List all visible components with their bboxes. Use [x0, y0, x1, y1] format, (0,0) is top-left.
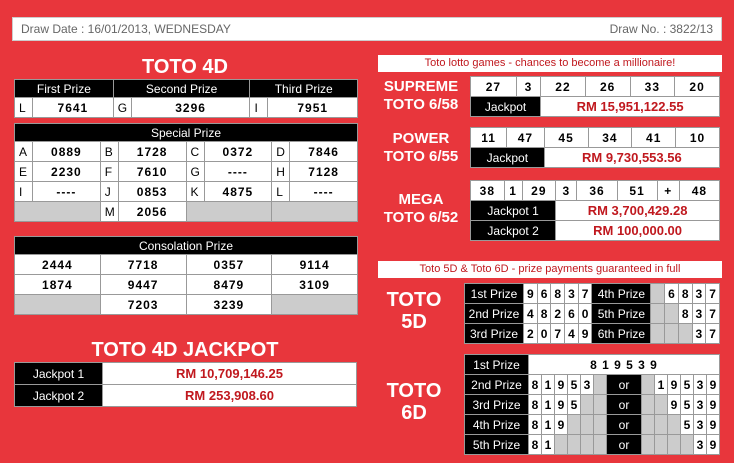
prize-number: 7610	[118, 162, 186, 182]
jackpot-label: Jackpot 1	[471, 201, 556, 221]
power-title	[376, 130, 466, 166]
prize-code: D	[272, 142, 290, 162]
digit-cell: 8	[529, 395, 542, 415]
digit-cell: 9	[555, 395, 568, 415]
power-game: TOTO 6/55	[383, 148, 459, 165]
digit-cell: 9	[707, 395, 720, 415]
digit-cell: 1	[542, 375, 555, 395]
digit-cell	[581, 415, 594, 435]
prize-number: 7846	[290, 142, 358, 162]
first-prize-number: 8 1 9 5 3 9	[529, 355, 720, 375]
digit-cell: 3	[692, 304, 706, 324]
digit-cell	[568, 435, 581, 455]
prize-code: G	[186, 162, 204, 182]
prize-code: A	[15, 142, 33, 162]
digit-cell	[665, 324, 679, 344]
consolation-number: 7203	[100, 295, 186, 315]
or-label: or	[607, 415, 642, 435]
supreme-game: TOTO 6/58	[383, 96, 459, 113]
toto5d-game: 5D	[401, 311, 427, 333]
prize-number: 2056	[118, 202, 186, 222]
winning-number: 45	[544, 128, 588, 148]
digit-cell	[594, 435, 607, 455]
jackpot-value: RM 253,908.60	[103, 385, 357, 407]
jackpot4d-title: TOTO 4D JACKPOT	[91, 339, 279, 361]
digit-cell: 3	[694, 415, 707, 435]
consolation-number: 0357	[186, 255, 272, 275]
prize-number: 7641	[33, 98, 114, 118]
prize-code: I	[250, 98, 268, 118]
prize-label: 2nd Prize	[465, 375, 529, 395]
toto6d-table	[464, 354, 720, 455]
digit-cell: 3	[581, 375, 594, 395]
toto5d-title	[384, 289, 444, 333]
digit-cell: 8	[529, 435, 542, 455]
digit-cell: 5	[681, 415, 694, 435]
digit-cell: 9	[524, 284, 538, 304]
digit-cell	[594, 375, 607, 395]
winning-number: 26	[585, 77, 630, 97]
digit-cell: 3	[694, 395, 707, 415]
prize-label: 6th Prize	[592, 324, 651, 344]
power-table	[470, 127, 720, 168]
winning-number: 38	[471, 181, 505, 201]
digit-cell: 2	[524, 324, 538, 344]
winning-number: 47	[507, 128, 545, 148]
consolation-number: 8479	[186, 275, 272, 295]
prize-code: K	[186, 182, 204, 202]
prize-number: 0853	[118, 182, 186, 202]
toto5d-name: TOTO	[386, 289, 442, 311]
winning-number: 33	[630, 77, 675, 97]
jackpot4d-table	[14, 362, 357, 407]
winning-number: 51	[617, 181, 657, 201]
lotto-banner: Toto lotto games - chances to become a millionaire!	[378, 55, 722, 72]
prize-code: C	[186, 142, 204, 162]
digit-cell: 0	[578, 304, 592, 324]
mega-table	[470, 180, 720, 241]
prize-label: 5th Prize	[592, 304, 651, 324]
winning-number: 1	[504, 181, 522, 201]
empty-cell	[186, 202, 272, 222]
empty-cell	[15, 295, 101, 315]
winning-number: 11	[471, 128, 507, 148]
digit-cell	[651, 284, 665, 304]
digit-cell: 8	[537, 304, 551, 324]
or-label: or	[607, 395, 642, 415]
prize-number: 2230	[33, 162, 101, 182]
mega-title	[376, 191, 466, 227]
digit-cell: 8	[529, 375, 542, 395]
special-prize-table	[14, 123, 358, 222]
digit-cell	[668, 435, 681, 455]
toto5d-table	[464, 283, 720, 344]
winning-number: 22	[541, 77, 586, 97]
digit-cell: 6	[565, 304, 579, 324]
digit-cell	[678, 324, 692, 344]
consolation-number: 9114	[272, 255, 358, 275]
digit-cell	[581, 395, 594, 415]
consolation-number: 1874	[15, 275, 101, 295]
digit-cell	[651, 304, 665, 324]
jackpot-value: RM 100,000.00	[556, 221, 720, 241]
special-prize-header: Special Prize	[15, 124, 358, 142]
digit-cell: 5	[681, 375, 694, 395]
digit-cell: 7	[551, 324, 565, 344]
winning-number: 34	[588, 128, 632, 148]
or-label: or	[607, 375, 642, 395]
consolation-number: 7718	[100, 255, 186, 275]
digit-cell: 1	[542, 395, 555, 415]
digit-cell: 5	[568, 395, 581, 415]
supreme-name: SUPREME	[383, 78, 459, 95]
digit-cell	[655, 395, 668, 415]
digit-cell: 8	[551, 284, 565, 304]
jackpot-label: Jackpot 2	[471, 221, 556, 241]
jackpot-label: Jackpot	[471, 97, 541, 117]
mega-name: MEGA	[398, 191, 444, 208]
digit-cell	[668, 415, 681, 435]
prize-code: M	[100, 202, 118, 222]
digit-cell	[642, 395, 655, 415]
jackpot-label: Jackpot 1	[15, 363, 103, 385]
5d6d-banner: Toto 5D & Toto 6D - prize payments guaranteed in full	[378, 261, 722, 278]
draw-info-bar	[12, 17, 722, 41]
digit-cell: 6	[537, 284, 551, 304]
prize-number: ----	[33, 182, 101, 202]
digit-cell: 8	[678, 304, 692, 324]
empty-cell	[272, 202, 358, 222]
prize-number: 1728	[118, 142, 186, 162]
prize-code: H	[272, 162, 290, 182]
prize-number: 4875	[204, 182, 272, 202]
prize-number: ----	[290, 182, 358, 202]
digit-cell: 7	[706, 304, 720, 324]
mega-game: TOTO 6/52	[383, 209, 459, 226]
jackpot-value: RM 10,709,146.25	[103, 363, 357, 385]
digit-cell: 9	[668, 375, 681, 395]
prize-code: J	[100, 182, 118, 202]
prize-code: L	[272, 182, 290, 202]
power-name: POWER	[392, 130, 450, 147]
digit-cell: 9	[707, 415, 720, 435]
prize-number: 0889	[33, 142, 101, 162]
digit-cell	[568, 415, 581, 435]
supreme-table	[470, 76, 720, 117]
consolation-number: 3239	[186, 295, 272, 315]
digit-cell: 9	[555, 415, 568, 435]
digit-cell: 8	[678, 284, 692, 304]
prize-label: 5th Prize	[465, 435, 529, 455]
digit-cell: 9	[555, 375, 568, 395]
winning-number: 27	[471, 77, 517, 97]
digit-cell: 3	[694, 435, 707, 455]
digit-cell	[665, 304, 679, 324]
prize-number: 0372	[204, 142, 272, 162]
digit-cell	[655, 415, 668, 435]
prize-label: 4th Prize	[592, 284, 651, 304]
toto6d-name: TOTO	[386, 380, 442, 402]
digit-cell: 4	[565, 324, 579, 344]
winning-number: 29	[522, 181, 556, 201]
prize-number: 7128	[290, 162, 358, 182]
first-prize-header: First Prize	[15, 80, 114, 98]
digit-cell: 3	[694, 375, 707, 395]
digit-cell	[642, 435, 655, 455]
digit-cell	[581, 435, 594, 455]
toto4d-title: TOTO 4D	[142, 56, 228, 78]
digit-cell: 9	[707, 375, 720, 395]
empty-cell	[15, 202, 101, 222]
digit-cell: 8	[529, 415, 542, 435]
toto4d-top-prizes-table	[14, 79, 358, 118]
digit-cell: 3	[692, 324, 706, 344]
draw-number: Draw No. : 3822/13	[609, 22, 713, 36]
digit-cell	[555, 435, 568, 455]
digit-cell: 2	[551, 304, 565, 324]
prize-label: 1st Prize	[465, 355, 529, 375]
winning-number: 3	[556, 181, 577, 201]
digit-cell	[642, 415, 655, 435]
jackpot-label: Jackpot	[471, 148, 545, 168]
winning-number: 10	[676, 128, 720, 148]
jackpot-value: RM 15,951,122.55	[541, 97, 720, 117]
consolation-prize-table	[14, 236, 358, 315]
digit-cell	[655, 435, 668, 455]
or-label: or	[607, 435, 642, 455]
prize-number: 7951	[268, 98, 358, 118]
consolation-prize-header: Consolation Prize	[15, 237, 358, 255]
digit-cell: 3	[692, 284, 706, 304]
digit-cell: 7	[578, 284, 592, 304]
jackpot-value: RM 9,730,553.56	[544, 148, 719, 168]
consolation-number: 3109	[272, 275, 358, 295]
digit-cell: 1	[655, 375, 668, 395]
prize-number: ----	[204, 162, 272, 182]
digit-cell	[594, 395, 607, 415]
prize-label: 3rd Prize	[465, 324, 524, 344]
winning-number: 41	[632, 128, 676, 148]
prize-code: F	[100, 162, 118, 182]
digit-cell: 7	[706, 284, 720, 304]
winning-number: 36	[577, 181, 617, 201]
prize-number: 3296	[131, 98, 250, 118]
supreme-title	[376, 78, 466, 114]
prize-label: 2nd Prize	[465, 304, 524, 324]
third-prize-header: Third Prize	[250, 80, 358, 98]
empty-cell	[272, 295, 358, 315]
digit-cell: 9	[578, 324, 592, 344]
digit-cell	[681, 435, 694, 455]
winning-number: 48	[679, 181, 719, 201]
digit-cell: 1	[542, 415, 555, 435]
second-prize-header: Second Prize	[113, 80, 250, 98]
digit-cell: 3	[565, 284, 579, 304]
digit-cell: 5	[681, 395, 694, 415]
digit-cell	[642, 375, 655, 395]
prize-code: E	[15, 162, 33, 182]
digit-cell: 4	[524, 304, 538, 324]
prize-label: 1st Prize	[465, 284, 524, 304]
prize-code: L	[15, 98, 33, 118]
digit-cell: 7	[706, 324, 720, 344]
prize-code: G	[113, 98, 131, 118]
prize-label: 4th Prize	[465, 415, 529, 435]
digit-cell: 1	[542, 435, 555, 455]
prize-label: 3rd Prize	[465, 395, 529, 415]
toto6d-title	[384, 380, 444, 424]
draw-date: Draw Date : 16/01/2013, WEDNESDAY	[21, 22, 231, 36]
consolation-number: 9447	[100, 275, 186, 295]
winning-number: 20	[675, 77, 720, 97]
winning-number: 3	[516, 77, 540, 97]
digit-cell: 5	[568, 375, 581, 395]
digit-cell: 9	[668, 395, 681, 415]
jackpot-value: RM 3,700,429.28	[556, 201, 720, 221]
digit-cell: 0	[537, 324, 551, 344]
consolation-number: 2444	[15, 255, 101, 275]
digit-cell	[594, 415, 607, 435]
winning-number: +	[657, 181, 679, 201]
prize-code: B	[100, 142, 118, 162]
digit-cell: 6	[665, 284, 679, 304]
prize-code: I	[15, 182, 33, 202]
jackpot-label: Jackpot 2	[15, 385, 103, 407]
toto6d-game: 6D	[401, 402, 427, 424]
digit-cell	[651, 324, 665, 344]
digit-cell: 9	[707, 435, 720, 455]
